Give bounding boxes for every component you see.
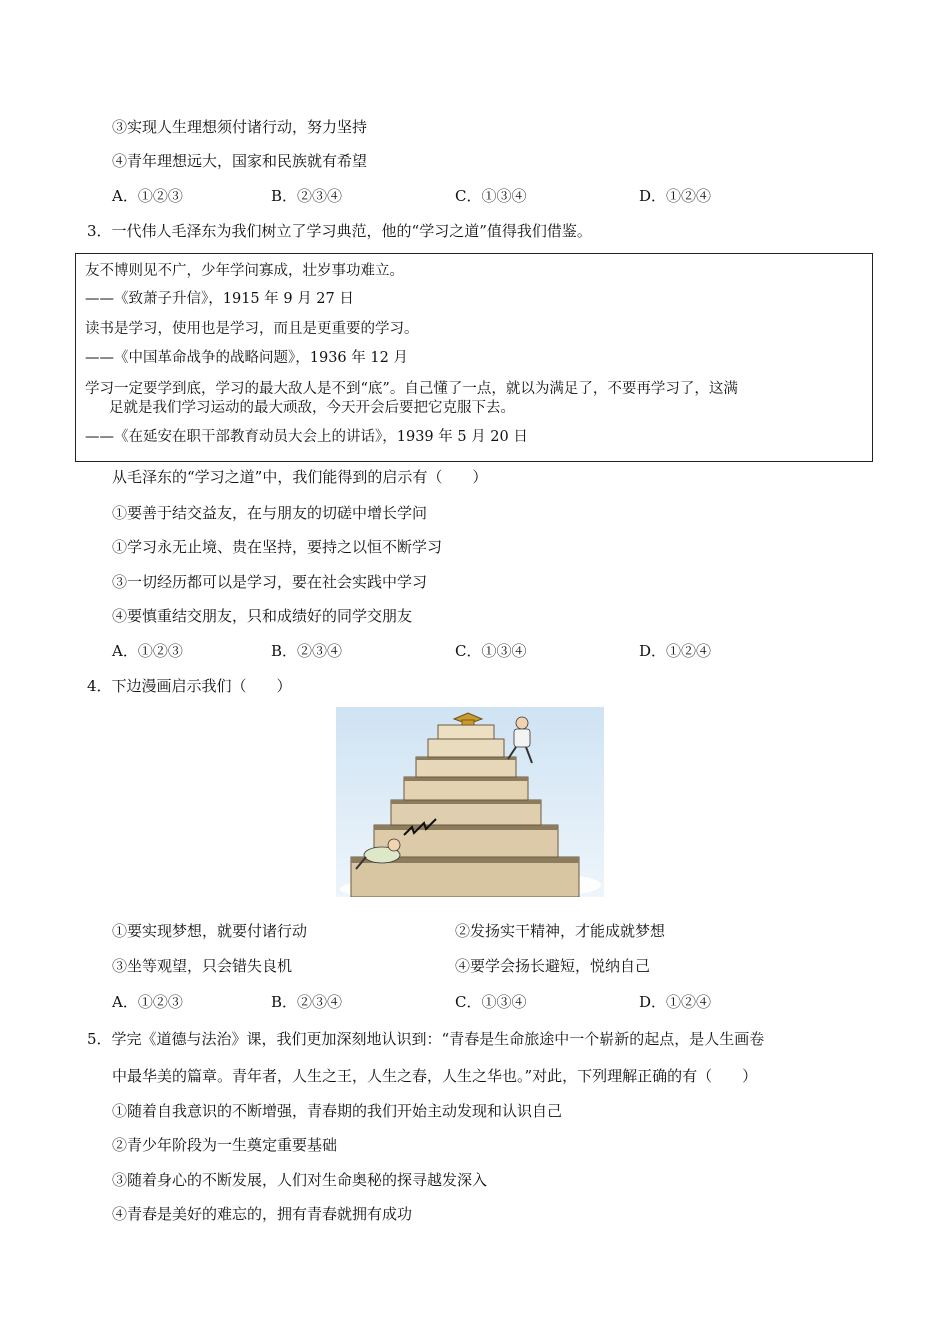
- q3-option-a[interactable]: A．①②③: [112, 642, 183, 660]
- q2-option-b[interactable]: B．②③④: [271, 187, 343, 205]
- q4-item-4: ④要学会扬长避短，悦纳自己: [455, 957, 651, 975]
- q2-option-c[interactable]: C．①③④: [455, 187, 527, 205]
- q2-option-d[interactable]: D．①②④: [639, 187, 712, 205]
- quote-3-line1: 学习一定要学到底，学习的最大敌人是不到“底”。自己懂了一点，就以为满足了，不要再学习了，这满: [85, 381, 738, 397]
- q4-option-a[interactable]: A．①②③: [112, 993, 183, 1011]
- q3-stem: 3．一代伟人毛泽东为我们树立了学习典范，他的“学习之道”值得我们借鉴。: [87, 222, 592, 240]
- q3-question: 从毛泽东的“学习之道”中，我们能得到的启示有（ ）: [112, 468, 488, 486]
- q5-stem-line2: 中最华美的篇章。青年者，人生之王，人生之春，人生之华也。”对此，下列理解正确的有（ ）: [112, 1067, 758, 1085]
- q3-item-1: ①要善于结交益友，在与朋友的切磋中增长学问: [112, 504, 428, 522]
- q5-item-3: ③随着身心的不断发展，人们对生命奥秘的探寻越发深入: [112, 1171, 488, 1189]
- q3-item-4: ④要慎重结交朋友，只和成绩好的同学交朋友: [112, 607, 413, 625]
- quote-1: 友不博则见不广，少年学问寡成，壮岁事功难立。: [85, 263, 404, 279]
- q4-item-1: ①要实现梦想，就要付诸行动: [112, 922, 308, 940]
- quote-2: 读书是学习，使用也是学习，而且是更重要的学习。: [85, 321, 419, 337]
- quote-2-source: ——《中国革命战争的战略问题》，1936 年 12 月: [85, 350, 408, 366]
- q4-item-2: ②发扬实干精神，才能成就梦想: [455, 922, 666, 940]
- q3-option-b[interactable]: B．②③④: [271, 642, 343, 660]
- quote-box: [75, 253, 873, 462]
- q3-item-3: ③一切经历都可以是学习，要在社会实践中学习: [112, 573, 428, 591]
- q2-item-4: ④青年理想远大，国家和民族就有希望: [112, 152, 368, 170]
- quote-3-line2: 足就是我们学习运动的最大顽敌，今天开会后要把它克服下去。: [109, 400, 515, 416]
- q5-item-1: ①随着自我意识的不断增强，青春期的我们开始主动发现和认识自己: [112, 1102, 563, 1120]
- q4-option-d[interactable]: D．①②④: [639, 993, 712, 1011]
- q4-stem: 4．下边漫画启示我们（ ）: [87, 677, 292, 695]
- q4-item-3: ③坐等观望，只会错失良机: [112, 957, 293, 975]
- q4-option-c[interactable]: C．①③④: [455, 993, 527, 1011]
- q3-option-d[interactable]: D．①②④: [639, 642, 712, 660]
- q5-stem-line1: 5．学完《道德与法治》课，我们更加深刻地认识到：“青春是生命旅途中一个崭新的起点，是人生画卷: [87, 1030, 765, 1048]
- quote-1-source: ——《致萧子升信》，1915 年 9 月 27 日: [85, 291, 354, 307]
- q3-item-2: ①学习永无止境、贵在坚持，要持之以恒不断学习: [112, 538, 443, 556]
- book-staircase-cartoon: [336, 707, 604, 897]
- q5-item-4: ④青春是美好的难忘的，拥有青春就拥有成功: [112, 1205, 413, 1223]
- q3-option-c[interactable]: C．①③④: [455, 642, 527, 660]
- q4-option-b[interactable]: B．②③④: [271, 993, 343, 1011]
- q2-item-3: ③实现人生理想须付诸行动，努力坚持: [112, 118, 368, 136]
- q5-item-2: ②青少年阶段为一生奠定重要基础: [112, 1136, 338, 1154]
- quote-3-source: ——《在延安在职干部教育动员大会上的讲话》，1939 年 5 月 20 日: [85, 429, 528, 445]
- q2-option-a[interactable]: A．①②③: [112, 187, 183, 205]
